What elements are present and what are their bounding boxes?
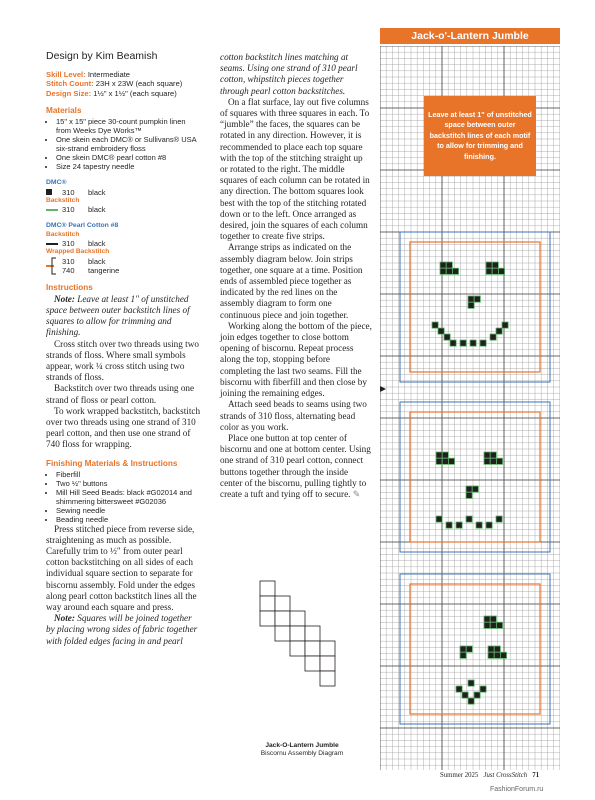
assembly-diagram	[250, 576, 370, 736]
materials-item: • Size 24 tapestry needle	[56, 162, 202, 171]
assembly-paragraph: Arrange strips as indicated on the assembly diagram below. Join strips together, one square at a time. Position ends of assembled piece together as indicated by the red lines on the assembly diagram to form one continuous piece and join together.	[220, 242, 363, 320]
watermark: FashionForum.ru	[490, 786, 544, 793]
key-pearl-backstitch-label: Backstitch	[46, 230, 80, 238]
black-line-symbol	[46, 239, 62, 248]
finishing-item: • Two ½" buttons	[56, 479, 202, 488]
middle-column	[220, 52, 372, 500]
trimming-note: Leave at least 1" of unstitched space between outer backstitch lines of each motif to allow for trimming and finishing.	[424, 96, 536, 176]
page-number: 71	[532, 772, 540, 779]
key-pearl-heading: DMC® Pearl Cotton #8	[46, 222, 119, 230]
key-row: 310 black	[46, 188, 202, 197]
finishing-item: • Mill Hill Seed Beads: black #G02014 and shimmering bittersweet #G02036	[56, 488, 202, 506]
color-key	[46, 179, 202, 275]
instructions-paragraph: To work wrapped backstitch, backstitch over two threads using one strand of 310 pearl cotton, and then use one strand of 740 floss for wrapping.	[46, 405, 201, 450]
designer-byline: Design by Kim Beamish	[46, 50, 158, 62]
assembly-paragraph: Attach seed beads to seams using two strands of 310 floss, alternating bead color as you work.	[220, 399, 367, 432]
black-square-symbol	[46, 188, 62, 197]
key-row: 310 black	[62, 256, 106, 266]
assembly-paragraph: Place one button at top center of biscornu and one at bottom center. Using one strand of 310 pearl cotton, connect buttons together through the inside center of the biscornu, pulling tightly to create a tuft and tying off to secure. ✎	[220, 432, 371, 499]
spec-design-size: Design Size: 1½" x 1½" (each square)	[46, 88, 177, 98]
end-mark-icon: ✎	[352, 488, 361, 499]
finishing-item: • Fiberfill	[56, 470, 202, 479]
issue-date: Summer 2025	[440, 772, 479, 779]
page-footer	[440, 772, 539, 779]
assembly-caption: Jack-O-Lantern Jumble Biscornu Assembly Diagram	[260, 742, 344, 757]
key-row: 310 black	[46, 205, 202, 214]
materials-item: • 15" x 15" piece 30-count pumpkin linen from Weeks Dye Works™	[56, 117, 202, 135]
wrapped-backstitch-symbol	[46, 257, 62, 275]
instructions-note: Note: Leave at least 1" of unstitched space between outer backstitch lines of squares to allow for trimming and finishing.	[46, 293, 190, 338]
materials-list	[46, 117, 202, 171]
continued-note: cotton backstitch lines matching at seams. Using one strand of 310 pearl cotton, whipstitch pieces together through pearl cotton backstitches.	[220, 52, 358, 96]
finishing-heading: Finishing Materials & Instructions	[46, 458, 178, 468]
green-line-symbol	[46, 205, 62, 214]
materials-item: • One skein DMC® pearl cotton #8	[56, 153, 202, 162]
finishing-list	[46, 470, 202, 524]
finishing-item: • Sewing needle	[56, 506, 202, 515]
materials-item: • One skein each DMC® or Sullivans® USA six-strand embroidery floss	[56, 135, 202, 153]
assembly-paragraph: On a flat surface, lay out five columns of squares with three squares in each. To “jumble” the faces, the squares can be rotated in any direction. However, it is recommended to place each top square with the top of the stitching straight up or rotated to the right. The middle squares of each column can be rotated in any direction. The bottom squares look best with the top of the stitching rotated down or to the left. Once arranged as desired, join the squares of each column together to create five strips.	[220, 96, 370, 242]
finishing-item: • Beading needle	[56, 515, 202, 524]
materials-heading: Materials	[46, 106, 82, 116]
spec-skill: Skill Level: Intermediate	[46, 70, 131, 79]
spec-stitch-count: Stitch Count: 23H x 23W (each square)	[46, 79, 183, 89]
key-wrapped-label: Wrapped Backstitch	[46, 248, 110, 256]
instructions-paragraph: Cross stitch over two threads using two strands of floss. Where small symbols appear, work ¼ cross stitch using two strands of floss.	[46, 338, 199, 383]
key-row: 310 black	[46, 239, 202, 248]
key-dmc-heading: DMC®	[46, 179, 67, 187]
wrapped-key	[46, 257, 202, 275]
assembly-paragraph: Working along the bottom of the piece, join edges together to close bottom opening of biscornu. Repeat process along the top, stopping before completing the last two seams. Fill the biscornu with fiberfill and then close by joining the remaining edges.	[220, 320, 372, 399]
key-row: 740 tangerine	[62, 265, 120, 275]
magazine-name: Just CrossStitch	[483, 772, 528, 779]
left-column	[46, 50, 202, 647]
chart-title: Jack-o'-Lantern Jumble	[380, 28, 560, 44]
finishing-note: Note: Squares will be joined together by placing wrong sides of fabric together with folded edges facing in and pearl	[46, 613, 198, 646]
instructions-paragraph: Backstitch over two threads using one strand of floss or pearl cotton.	[46, 383, 195, 405]
instructions-heading: Instructions	[46, 282, 93, 292]
finishing-paragraph: Press stitched piece from reverse side, straightening as much as possible. Carefully trim to ½" from outer pearl cotton backstitching on all sides of each individual square section to separate for biscornu assembly. Fold under the edges along pearl cotton backstitch lines all the way around each square and press.	[46, 523, 197, 612]
key-backstitch-label: Backstitch	[46, 196, 80, 204]
